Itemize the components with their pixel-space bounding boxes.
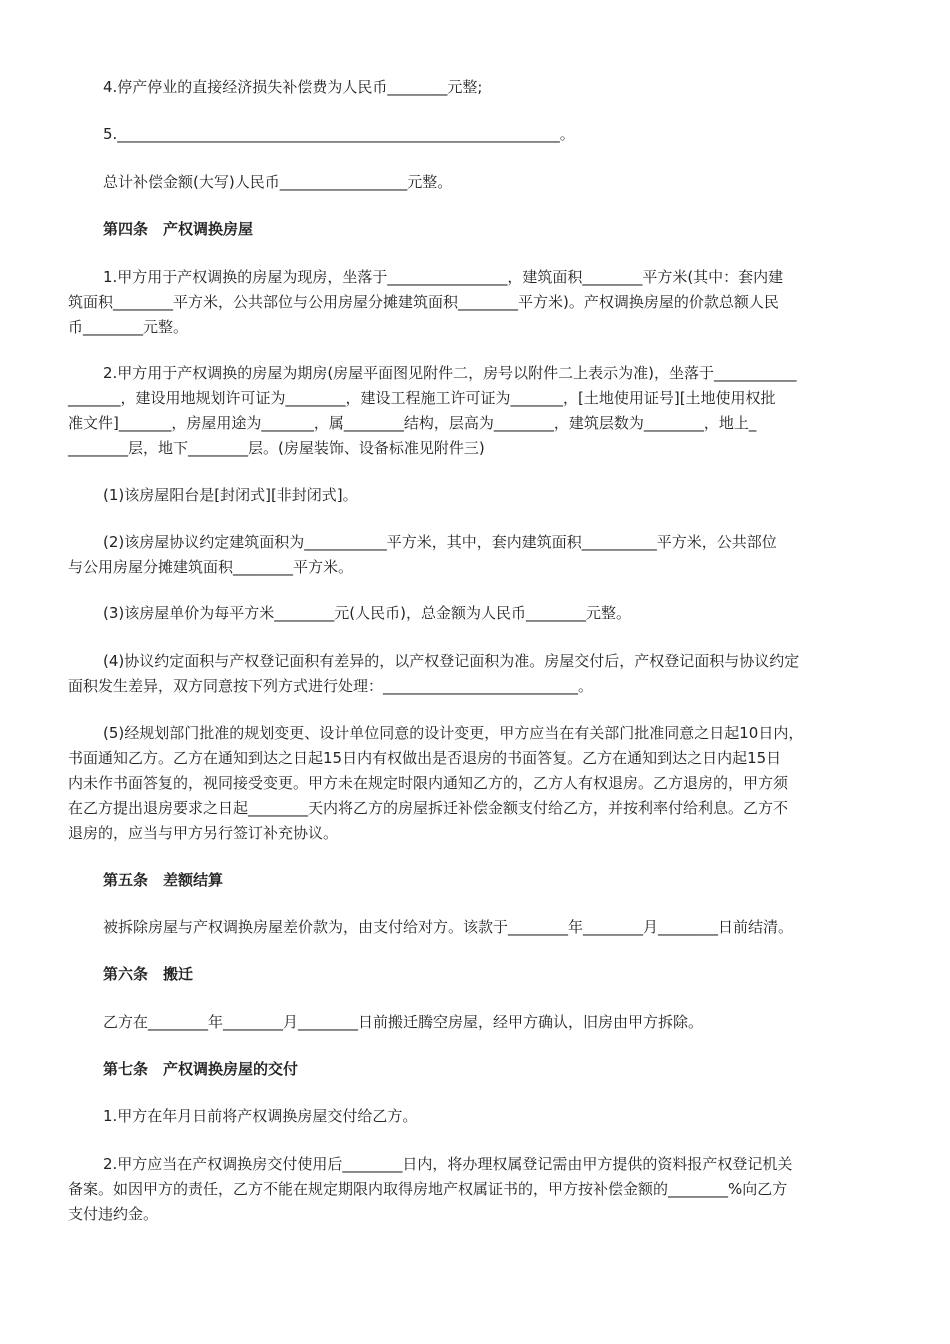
sub-item-5-line-5: 退房的，应当与甲方另行签订补充协议。	[68, 824, 339, 842]
sub-item-4-line-2: 面积发生差异，双方同意按下列方式进行处理：__________________________。	[68, 677, 594, 695]
article-4-heading: 第四条 产权调换房屋	[103, 220, 254, 238]
sub-item-1-balcony: (1)该房屋阳台是[封闭式][非封闭式]。	[103, 486, 358, 504]
sub-item-2-line-1: (2)该房屋协议约定建筑面积为___________平方米，其中，套内建筑面积__________平方米，公共部位	[103, 533, 777, 551]
article-4-clause-2-line-2: _______，建设用地规划许可证为________，建设工程施工许可证为_______，[土地使用证号][土地使用权批	[68, 389, 776, 407]
sub-item-5-line-2: 书面通知乙方。乙方在通知到达之日起15日内有权做出是否退房的书面答复。乙方在通知到达之日内起15日	[68, 749, 782, 767]
article-4-clause-2-line-4: ________层，地下________层。(房屋装饰、设备标准见附件三)	[68, 439, 485, 457]
sub-item-4-line-1: (4)协议约定面积与产权登记面积有差异的，以产权登记面积为准。房屋交付后，产权登记面积与协议约定	[103, 652, 800, 670]
article-7-clause-1: 1.甲方在年月日前将产权调换房屋交付给乙方。	[103, 1107, 418, 1125]
sub-item-5-line-4: 在乙方提出退房要求之日起________天内将乙方的房屋拆迁补偿金额支付给乙方，并按利率付给利息。乙方不	[68, 799, 789, 817]
article-7-heading: 第七条 产权调换房屋的交付	[103, 1060, 299, 1078]
item-4-stoppage-compensation: 4.停产停业的直接经济损失补偿费为人民币________元整;	[103, 78, 483, 96]
article-5-body: 被拆除房屋与产权调换房屋差价款为，由支付给对方。该款于________年________月________日前结清。	[103, 918, 794, 936]
article-7-clause-2-line-2: 备案。如因甲方的责任，乙方不能在规定期限内取得房地产权属证书的，甲方按补偿金额的________%向乙方	[68, 1180, 788, 1198]
article-4-clause-1-line-2: 筑面积________平方米，公共部位与公用房屋分摊建筑面积________平方米)。产权调换房屋的价款总额人民	[68, 293, 779, 311]
article-4-clause-2-line-1: 2.甲方用于产权调换的房屋为期房(房屋平面图见附件二，房号以附件二上表示为准)，坐落于___________	[103, 364, 797, 382]
item-5-blank: 5.___________________________________________________________。	[103, 125, 575, 143]
sub-item-3-price: (3)该房屋单价为每平方米________元(人民币)，总金额为人民币________元整。	[103, 604, 631, 622]
article-4-clause-1-line-3: 币________元整。	[68, 318, 189, 336]
article-6-heading: 第六条 搬迁	[103, 965, 194, 983]
article-4-clause-1-line-1: 1.甲方用于产权调换的房屋为现房，坐落于________________，建筑面积________平方米(其中：套内建	[103, 268, 784, 286]
sub-item-5-line-1: (5)经规划部门批准的规划变更、设计单位同意的设计变更，甲方应当在有关部门批准同意之日起10日内，	[103, 724, 804, 742]
article-7-clause-2-line-3: 支付违约金。	[68, 1205, 159, 1223]
article-7-clause-2-line-1: 2.甲方应当在产权调换房交付使用后________日内，将办理权属登记需由甲方提供的资料报产权登记机关	[103, 1155, 793, 1173]
article-6-body: 乙方在________年________月________日前搬迁腾空房屋，经甲方确认，旧房由甲方拆除。	[103, 1013, 704, 1031]
sub-item-2-line-2: 与公用房屋分摊建筑面积________平方米。	[68, 558, 354, 576]
total-compensation: 总计补偿金额(大写)人民币_________________元整。	[103, 173, 453, 191]
sub-item-5-line-3: 内未作书面答复的，视同接受变更。甲方未在规定时限内通知乙方的，乙方人有权退房。乙方退房的，甲方须	[68, 774, 789, 792]
article-4-clause-2-line-3: 准文件]_______，房屋用途为_______，属________结构，层高为________，建筑层数为________，地上_	[68, 414, 757, 432]
article-5-heading: 第五条 差额结算	[103, 871, 224, 889]
